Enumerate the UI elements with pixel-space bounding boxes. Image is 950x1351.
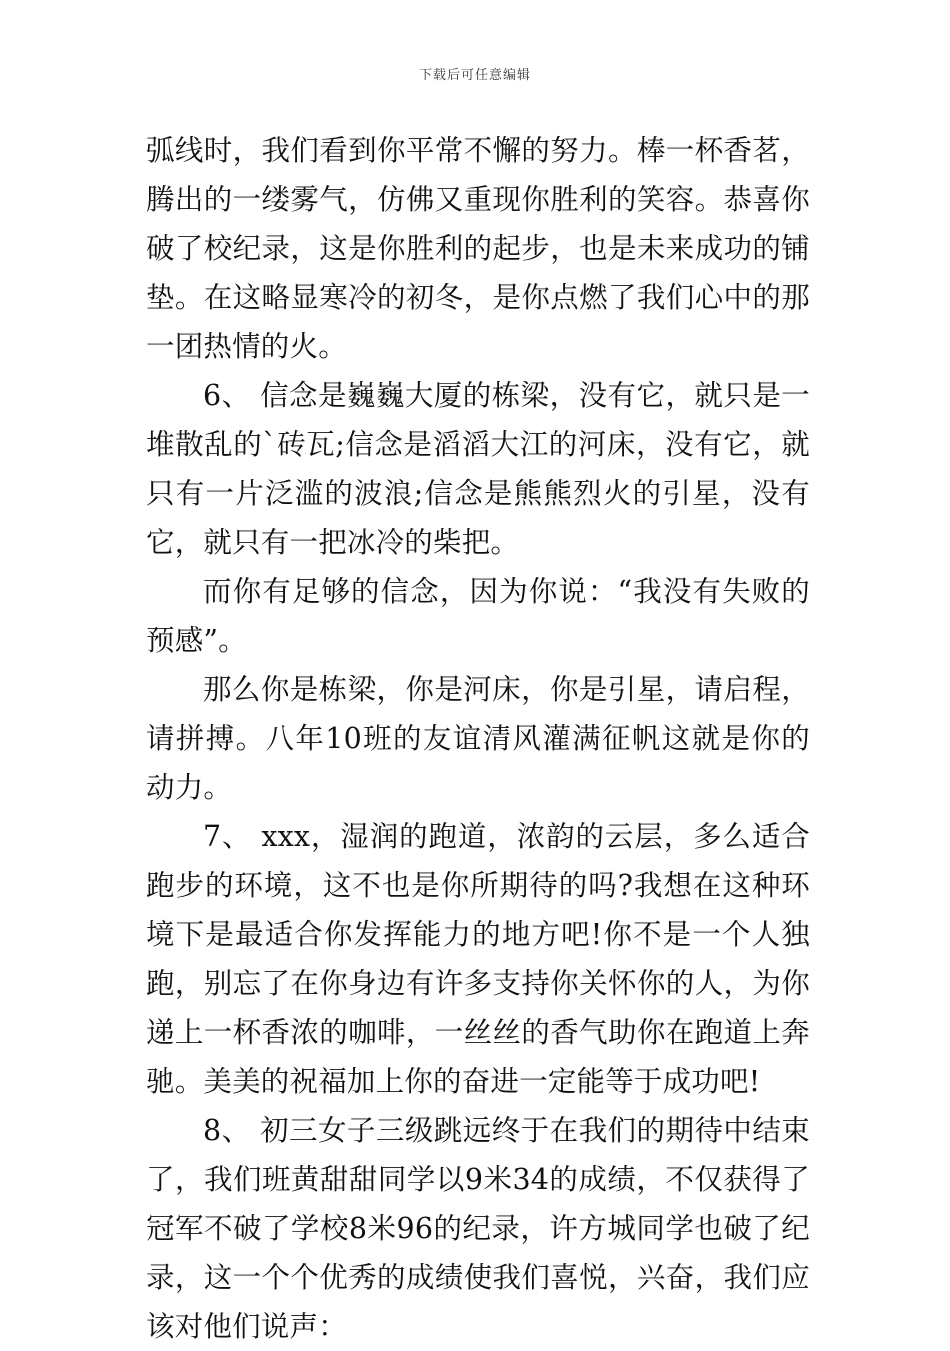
- page-header: 下载后可任意编辑: [418, 68, 531, 83]
- paragraph-3: 而你有足够的信念，因为你说：“我没有失败的预感”。: [146, 575, 810, 657]
- paragraph-6: 8、 初三女子三级跳远终于在我们的期待中结束了，我们班黄甜甜同学以9米34的成绩，不仅获得了冠军不破了学校8米96的纪录，许方城同学也破了纪录，这一个个优秀的成绩使我们喜悦，兴奋，我们应该对他们说声：: [146, 1114, 810, 1343]
- paragraph-4: 那么你是栋梁，你是河床，你是引星，请启程，请拼搏。八年10班的友谊清风灌满征帆这就是你的动力。: [146, 673, 810, 804]
- paragraph-1: 弧线时，我们看到你平常不懈的努力。棒一杯香茗，腾出的一缕雾气，仿佛又重现你胜利的笑容。恭喜你破了校纪录，这是你胜利的起步，也是未来成功的铺垫。在这略显寒冷的初冬，是你点燃了我们心中的那一团热情的火。: [146, 134, 810, 363]
- document-body: [146, 126, 810, 1351]
- paragraph-5: 7、 xxx，湿润的跑道，浓韵的云层，多么适合跑步的环境，这不也是你所期待的吗?我想在这种环境下是最适合你发挥能力的地方吧!你不是一个人独跑，别忘了在你身边有许多支持你关怀你的人，为你递上一杯香浓的咖啡，一丝丝的香气助你在跑道上奔驰。美美的祝福加上你的奋进一定能等于成功吧!: [146, 820, 810, 1098]
- paragraph-2: 6、 信念是巍巍大厦的栋梁，没有它，就只是一堆散乱的`砖瓦;信念是滔滔大江的河床，没有它，就只有一片泛滥的波浪;信念是熊熊烈火的引星，没有它，就只有一把冰冷的柴把。: [146, 379, 810, 559]
